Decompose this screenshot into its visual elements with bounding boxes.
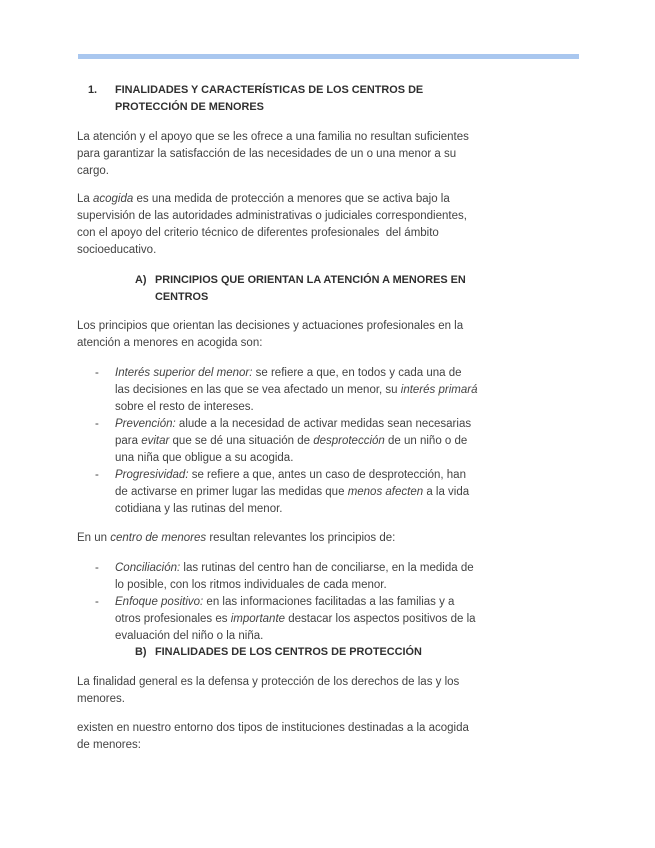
list-item-line: [115, 501, 469, 518]
text-run: se refiere a que, en todos y cada una de: [252, 367, 462, 379]
header-accent-bar: [78, 54, 579, 59]
paragraph-line: [77, 225, 467, 242]
subsection-a-heading: [0, 272, 655, 306]
italic-term: Enfoque positivo:: [115, 596, 204, 608]
text-run: La: [77, 193, 93, 205]
acogida-paragraph: [77, 191, 467, 259]
intro-paragraph: [77, 129, 469, 180]
text-run: con el apoyo del criterio técnico de diferentes profesionales del ámbito: [77, 227, 439, 239]
italic-term: evitar: [141, 435, 170, 447]
paragraph-line: [77, 737, 469, 754]
section-number: 1.: [88, 84, 98, 96]
paragraph-line: [77, 335, 463, 352]
list-item-line: [115, 416, 471, 433]
text-run: de un niño o de: [384, 435, 468, 447]
text-run: de menores:: [77, 739, 141, 751]
paragraph-line: [77, 208, 467, 225]
paragraph-line: [77, 146, 469, 163]
subsection-b-heading: [0, 644, 655, 661]
italic-term: interés primará: [400, 384, 478, 396]
subsection-marker: B): [135, 646, 147, 658]
italic-term: centro de menores: [110, 532, 207, 544]
text-run: existen en nuestro entorno dos tipos de instituciones destinadas a la acogida: [77, 722, 469, 734]
text-run: se refiere a que, antes un caso de desprotección, han: [188, 469, 466, 481]
text-run: En un: [77, 532, 111, 544]
list-item-line: [115, 382, 477, 399]
text-run: evaluación del niño o la niña.: [115, 630, 264, 642]
text-run: sobre el resto de intereses.: [115, 401, 254, 413]
bullet-dash: -: [95, 418, 99, 430]
subsection-title-line: FINALIDADES DE LOS CENTROS DE PROTECCIÓN: [155, 646, 422, 658]
list-item-line: [115, 628, 476, 645]
text-run: alude a la necesidad de activar medidas sean necesarias: [175, 418, 472, 430]
text-run: una niña que obligue a su acogida.: [115, 452, 294, 464]
text-run: las decisiones en las que se vea afectado un menor, su: [115, 384, 401, 396]
text-run: supervisión de las autoridades administrativas o judiciales correspondientes,: [77, 210, 467, 222]
paragraph-line: [77, 318, 463, 335]
italic-term: acogida: [93, 193, 134, 205]
paragraph-line: [77, 191, 467, 208]
italic-term: importante: [230, 613, 286, 625]
text-run: para: [115, 435, 142, 447]
finalidad-paragraph: [77, 674, 459, 708]
centro-paragraph: [77, 530, 395, 547]
text-run: atención a menores en acogida son:: [77, 337, 263, 349]
text-run: de activarse en primer lugar las medidas que: [115, 486, 348, 498]
list-item-line: [115, 594, 476, 611]
paragraph-line: [77, 242, 467, 259]
paragraph-line: [77, 129, 469, 146]
instituciones-paragraph: [77, 720, 469, 754]
list-item-line: [115, 365, 477, 382]
list-item-line: [115, 467, 469, 484]
paragraph-line: [77, 674, 459, 691]
subsection-title-line: PRINCIPIOS QUE ORIENTAN LA ATENCIÓN A MENORES EN: [155, 274, 466, 286]
list-item-line: [115, 577, 474, 594]
paragraph-line: [77, 530, 395, 547]
italic-term: Prevención:: [115, 418, 176, 430]
section-1-heading: [0, 82, 655, 116]
text-run: socioeducativo.: [77, 244, 157, 256]
text-run: Los principios que orientan las decisiones y actuaciones profesionales en la: [77, 320, 464, 332]
principles-list: [95, 365, 477, 518]
principles-intro-paragraph: [77, 318, 463, 352]
text-run: que se dé una situación de: [169, 435, 314, 447]
list-item: [95, 560, 476, 594]
list-item-line: [115, 611, 476, 628]
text-run: cotidiana y las rutinas del menor.: [115, 503, 283, 515]
list-item: [95, 365, 477, 416]
section-title-line: PROTECCIÓN DE MENORES: [115, 101, 264, 113]
subsection-title-line: CENTROS: [155, 291, 209, 303]
text-run: en las informaciones facilitadas a las familias y a: [203, 596, 455, 608]
paragraph-line: [77, 163, 469, 180]
bullet-dash: -: [95, 367, 99, 379]
bullet-dash: -: [95, 469, 99, 481]
text-run: cargo.: [77, 165, 109, 177]
italic-term: Interés superior del menor:: [115, 367, 253, 379]
text-run: las rutinas del centro han de conciliarse, en la medida de: [180, 562, 474, 574]
list-item: [95, 467, 477, 518]
list-item: [95, 594, 476, 645]
paragraph-line: [77, 720, 469, 737]
italic-term: Progresividad:: [115, 469, 189, 481]
list-item-line: [115, 433, 471, 450]
list-item-line: [115, 399, 477, 416]
bullet-dash: -: [95, 596, 99, 608]
paragraph-line: [77, 691, 459, 708]
text-run: La atención y el apoyo que se les ofrece a una familia no resultan suficientes: [77, 131, 469, 143]
list-item: [95, 416, 477, 467]
text-run: para garantizar la satisfacción de las necesidades de un o una menor a su: [77, 148, 457, 160]
section-title-line: FINALIDADES Y CARACTERÍSTICAS DE LOS CENTROS DE: [115, 84, 424, 96]
text-run: resultan relevantes los principios de:: [206, 532, 396, 544]
centro-principles-list: [95, 560, 476, 645]
italic-term: Conciliación:: [115, 562, 181, 574]
text-run: menores.: [77, 693, 125, 705]
italic-term: menos afecten: [347, 486, 424, 498]
text-run: La finalidad general es la defensa y protección de los derechos de las y los: [77, 676, 460, 688]
text-run: lo posible, con los ritmos individuales de cada menor.: [115, 579, 387, 591]
list-item-line: [115, 484, 469, 501]
bullet-dash: -: [95, 562, 99, 574]
italic-term: desprotección: [313, 435, 385, 447]
text-run: es una medida de protección a menores que se activa bajo la: [133, 193, 450, 205]
subsection-marker: A): [135, 274, 147, 286]
text-run: destacar los aspectos positivos de la: [285, 613, 476, 625]
text-run: a la vida: [423, 486, 470, 498]
list-item-line: [115, 560, 474, 577]
list-item-line: [115, 450, 471, 467]
text-run: otros profesionales es: [115, 613, 231, 625]
